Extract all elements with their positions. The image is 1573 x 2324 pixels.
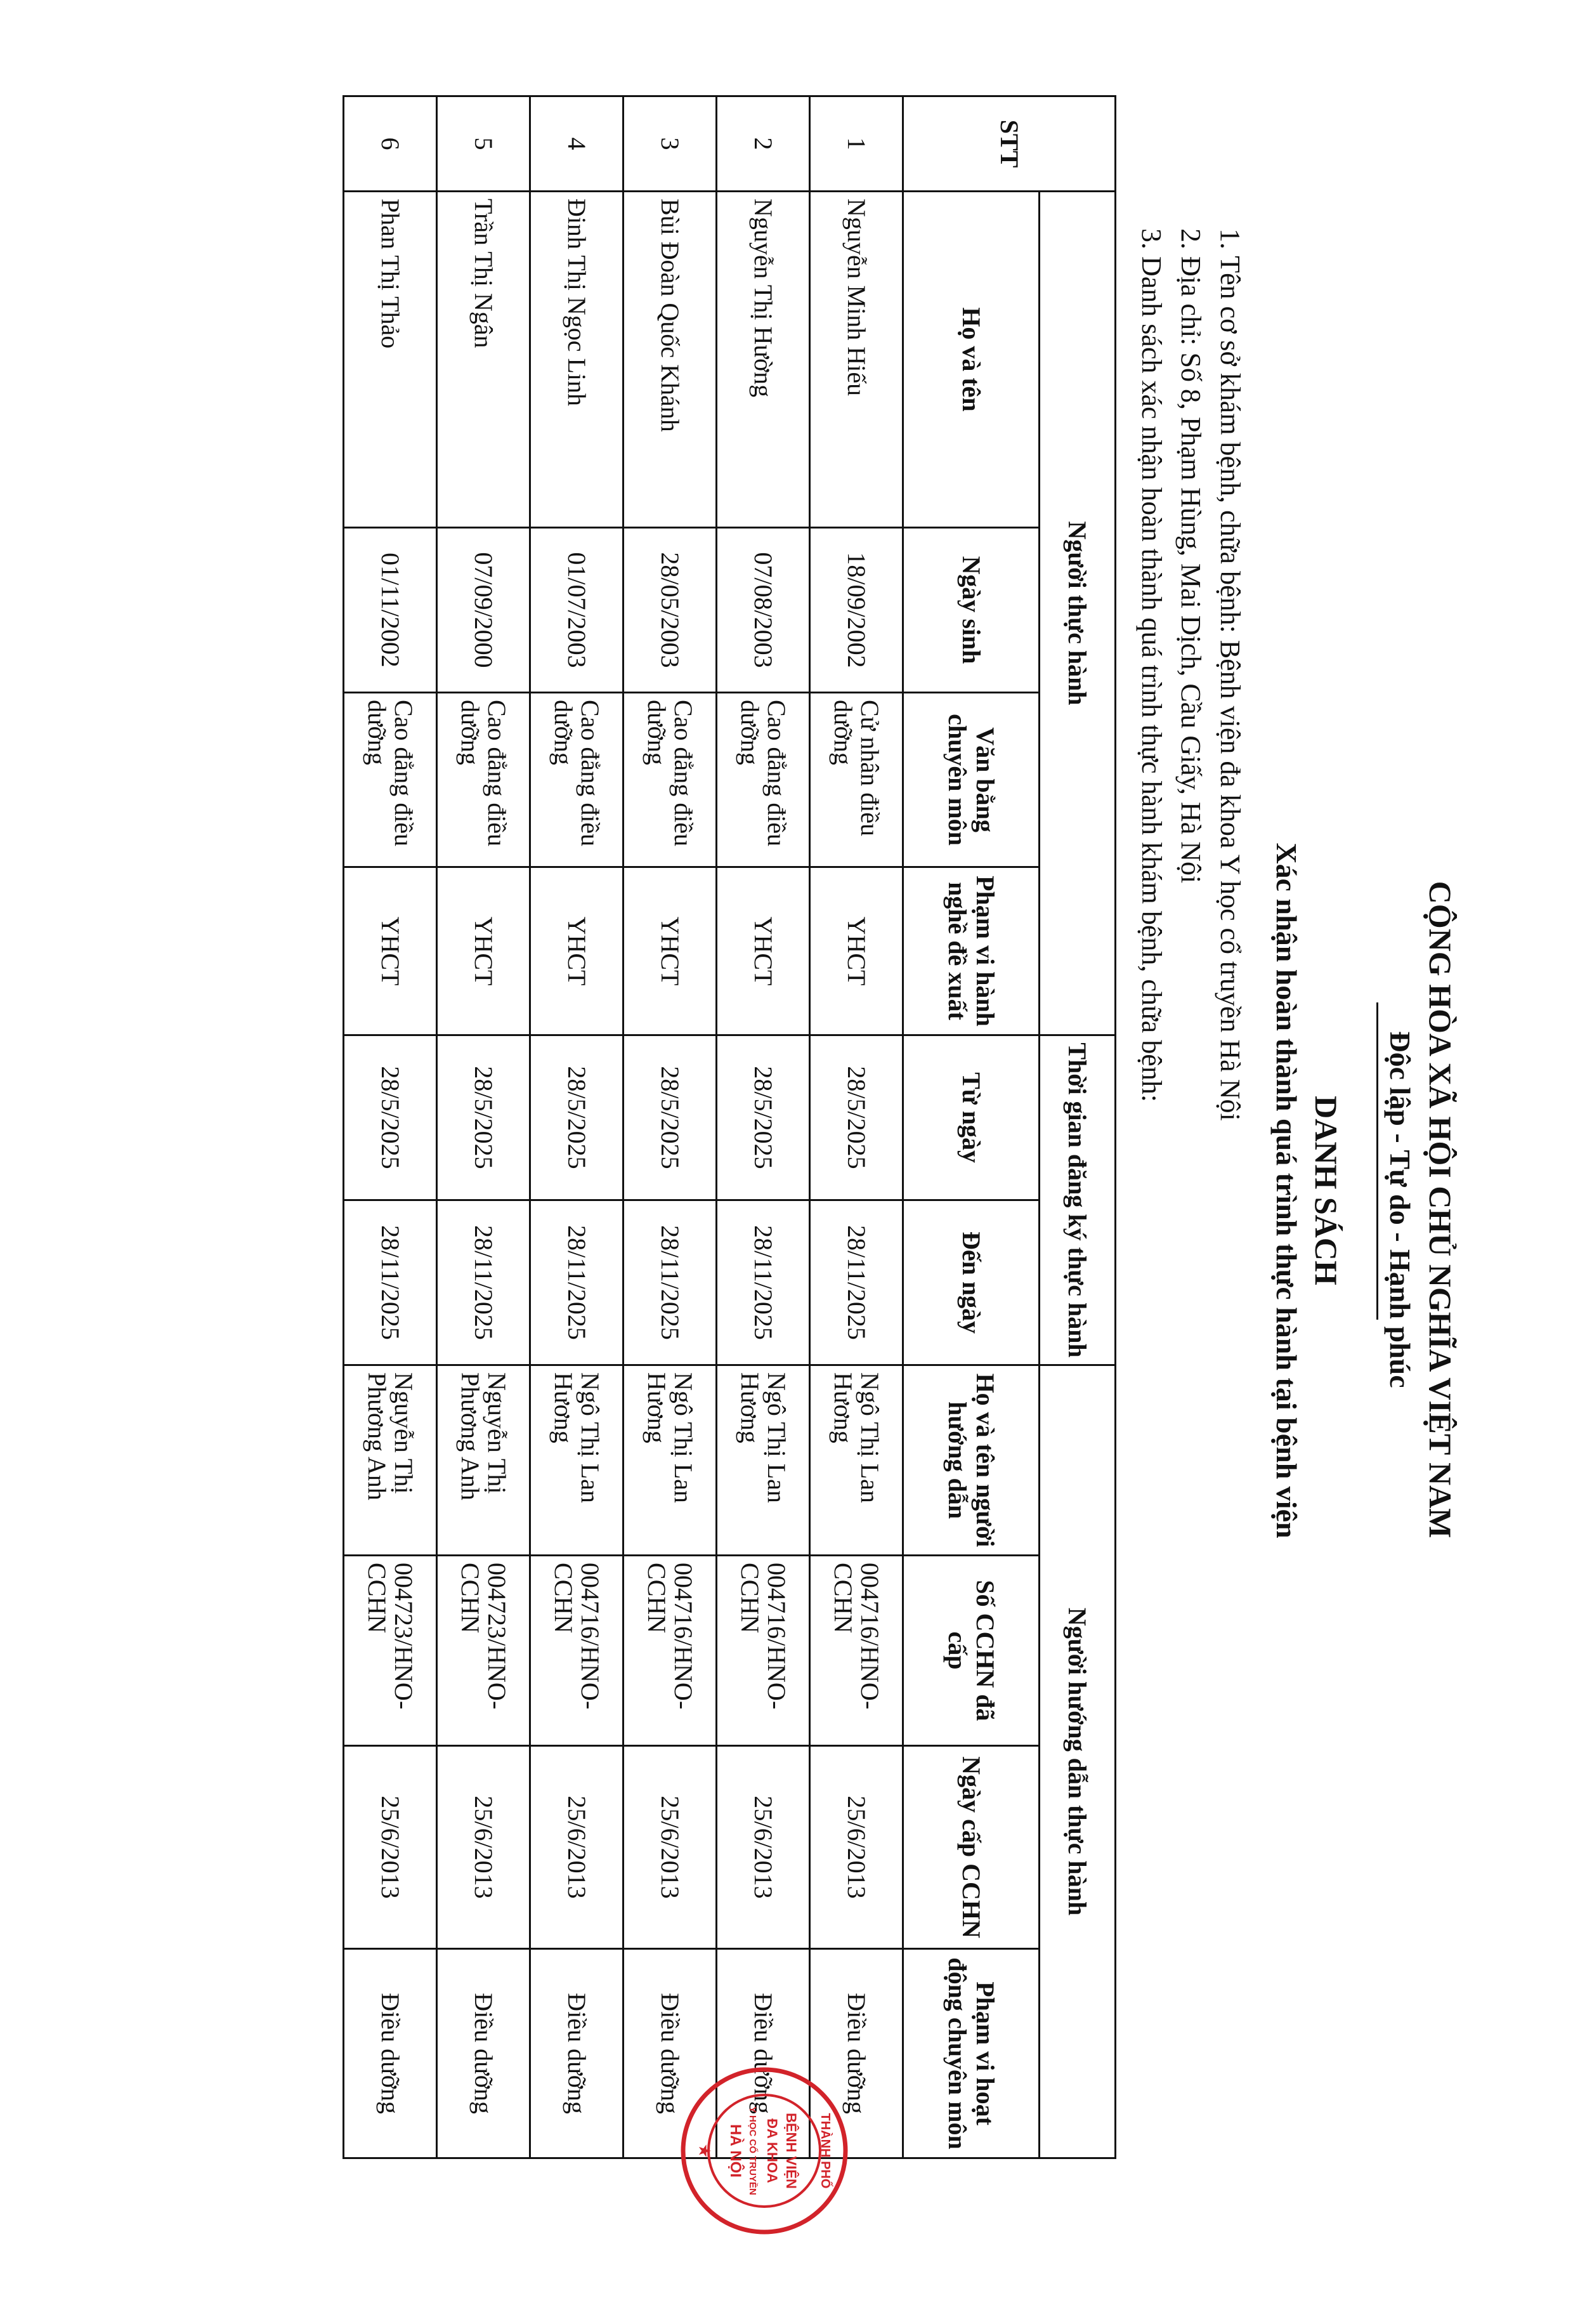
facility-address-line: 2. Địa chỉ: Số 8, Phạm Hùng, Mai Dịch, Cầu Giấy, Hà Nội [1175,228,1206,884]
seal-ring-text: THÀNH PHỐ [818,2113,832,2189]
cell-to: 28/11/2025 [717,1200,810,1365]
cell-degree: Cao đẳng điều dưỡng [623,693,717,867]
hospital-seal [679,2065,850,2236]
header-supervisor-name: Họ và tên người hướng dẫn [903,1365,1040,1556]
cell-stt: 4 [530,96,623,192]
table-row [437,96,530,2158]
header-supervisor-group: Người hướng dẫn thực hành [1040,1365,1116,2158]
facility-info [1132,228,1250,1121]
cell-to: 28/11/2025 [344,1200,437,1365]
cell-supervisor-scope: Điều dưỡng [530,1949,623,2158]
cell-name: Bùi Đoàn Quốc Khánh [623,192,717,528]
header-scope: Phạm vi hành nghề đề xuất [903,867,1040,1035]
header-dob: Ngày sinh [903,528,1040,693]
header-practitioner-group: Người thực hành [1040,192,1116,1035]
cell-name: Nguyễn Minh Hiếu [810,192,903,528]
cell-dob: 01/11/2002 [344,528,437,693]
header-to: Đến ngày [903,1200,1040,1365]
cell-name: Nguyễn Thị Hường [717,192,810,528]
table-row [810,96,903,2158]
cell-scope: YHCT [530,867,623,1035]
cell-supervisor-scope: Điều dưỡng [437,1949,530,2158]
cell-cert-date: 25/6/2013 [530,1746,623,1949]
motto-heading: Độc lập - Tự do - Hạnh phúc [1384,1031,1416,1388]
cell-degree: Cao đẳng điều dưỡng [344,693,437,867]
cell-supervisor-scope: Điều dưỡng [810,1949,903,2158]
cell-to: 28/11/2025 [810,1200,903,1365]
table-row [344,96,437,2158]
cell-scope: YHCT [717,867,810,1035]
cell-scope: YHCT [810,867,903,1035]
cell-cert-no: 004716/HNO-CCHN [810,1556,903,1746]
cell-from: 28/5/2025 [530,1035,623,1200]
cell-stt: 3 [623,96,717,192]
table-row [530,96,623,2158]
table-row [717,96,810,2158]
facility-name-line: 1. Tên cơ sở khám bệnh, chữa bệnh: Bệnh viện đa khoa Y học cổ truyền Hà Nội [1215,228,1246,1121]
header-name: Họ và tên [903,192,1040,528]
header-period-group: Thời gian đăng ký thực hành [1040,1035,1116,1365]
cell-stt: 6 [344,96,437,192]
cell-to: 28/11/2025 [530,1200,623,1365]
nation-heading: CỘNG HÒA XÃ HỘI CHỦ NGHĨA VIỆT NAM [1423,881,1458,1539]
cell-supervisor-name: Ngô Thị Lan Hương [717,1365,810,1556]
cell-dob: 01/07/2003 [530,528,623,693]
cell-scope: YHCT [437,867,530,1035]
header-cert-date: Ngày cấp CCHN [903,1746,1040,1949]
cell-name: Đinh Thị Ngọc Linh [530,192,623,528]
cell-from: 28/5/2025 [437,1035,530,1200]
cell-from: 28/5/2025 [810,1035,903,1200]
header-degree: Văn bằng chuyên môn [903,693,1040,867]
cell-supervisor-name: Ngô Thị Lan Hương [530,1365,623,1556]
cell-dob: 18/09/2002 [810,528,903,693]
cell-supervisor-name: Ngô Thị Lan Hương [623,1365,717,1556]
cell-scope: YHCT [623,867,717,1035]
cell-stt: 5 [437,96,530,192]
cell-supervisor-scope: Điều dưỡng [623,1949,717,2158]
cell-supervisor-name: Nguyễn Thị Phương Anh [344,1365,437,1556]
cell-cert-no: 004716/HNO-CCHN [717,1556,810,1746]
cell-name: Trần Thị Ngân [437,192,530,528]
cell-name: Phan Thị Thảo [344,192,437,528]
seal-text-top: BỆNH VIỆN [783,2113,799,2189]
cell-supervisor-name: Nguyễn Thị Phương Anh [437,1365,530,1556]
practice-confirmation-table [343,95,1116,2159]
seal-text-mid2: Y HỌC CỔ TRUYỀN [747,2106,758,2195]
seal-text-bottom: HÀ NỘI [727,2124,744,2177]
document-subtitle: Xác nhận hoàn thành quá trình thực hành tại bệnh viện [1270,843,1303,1539]
cell-stt: 1 [810,96,903,192]
cell-degree: Cử nhân điều dưỡng [810,693,903,867]
cell-dob: 07/09/2000 [437,528,530,693]
cell-scope: YHCT [344,867,437,1035]
list-intro-line: 3. Danh sách xác nhận hoàn thành quá trình thực hành khám bệnh, chữa bệnh: [1136,228,1167,1103]
cell-cert-no: 004716/HNO-CCHN [623,1556,717,1746]
cell-cert-date: 25/6/2013 [717,1746,810,1949]
header-supervisor-scope: Phạm vi hoạt động chuyên môn [903,1949,1040,2158]
cell-degree: Cao đẳng điều dưỡng [437,693,530,867]
cell-cert-no: 004716/HNO-CCHN [530,1556,623,1746]
cell-cert-no: 004723/HNO-CCHN [344,1556,437,1746]
cell-degree: Cao đẳng điều dưỡng [530,693,623,867]
cell-dob: 07/08/2003 [717,528,810,693]
cell-supervisor-scope: Điều dưỡng [344,1949,437,2158]
cell-supervisor-scope: Điều dưỡng [717,1949,810,2158]
cell-dob: 28/05/2003 [623,528,717,693]
header-cert-no: Số CCHN đã cấp [903,1556,1040,1746]
document-title: DANH SÁCH [1309,1096,1344,1285]
motto-underline [1376,1002,1378,1320]
cell-cert-no: 004723/HNO-CCHN [437,1556,530,1746]
cell-cert-date: 25/6/2013 [437,1746,530,1949]
cell-to: 28/11/2025 [437,1200,530,1365]
cell-from: 28/5/2025 [717,1035,810,1200]
cell-supervisor-name: Ngô Thị Lan Hương [810,1365,903,1556]
table-row [623,96,717,2158]
cell-from: 28/5/2025 [344,1035,437,1200]
seal-text-mid1: ĐA KHOA [764,2118,780,2183]
cell-cert-date: 25/6/2013 [344,1746,437,1949]
header-stt: STT [903,96,1116,192]
header-from: Từ ngày [903,1035,1040,1200]
cell-to: 28/11/2025 [623,1200,717,1365]
cell-stt: 2 [717,96,810,192]
cell-degree: Cao đẳng điều dưỡng [717,693,810,867]
seal-star-icon: ★ [695,2143,714,2158]
cell-from: 28/5/2025 [623,1035,717,1200]
cell-cert-date: 25/6/2013 [810,1746,903,1949]
cell-cert-date: 25/6/2013 [623,1746,717,1949]
